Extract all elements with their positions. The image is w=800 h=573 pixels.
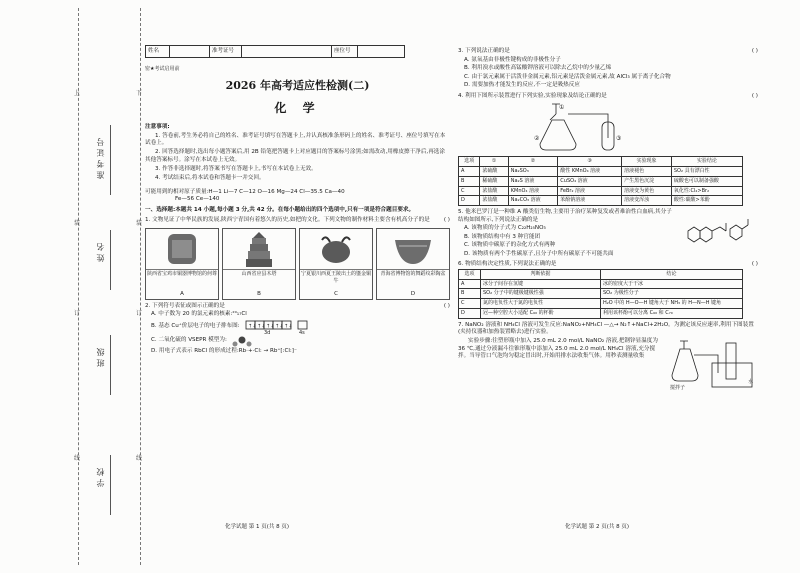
q6-table xyxy=(458,269,743,319)
q2-option-c-text: C. 二氧化硫的 VSEPR 模型为: xyxy=(151,337,227,344)
note-item: 2. 回答选择题时,选出每小题答案后,用 2B 铅笔把答题卡上对应题目的答案标号涂黑;如需改动,用橡皮擦干净后,再选涂其他答案标号。涂写在本试卷上无效。 xyxy=(145,149,445,163)
exam-id-label: 准考证号 xyxy=(96,135,105,179)
cell: 溶液变浑浊 xyxy=(622,196,672,206)
q4-table-header xyxy=(459,157,743,167)
question-1-text: 1. 文物见证了中华民族的发展,陕西宁青国有着悠久的历史,如把的文化。下列文物的制作材料主要含有机高分子的是 xyxy=(145,217,430,224)
cell: 酸性 KMnO₄ 溶液 xyxy=(558,167,622,177)
cell: SO₂ 分子中的键极键极性强 xyxy=(481,289,601,299)
q6-col: 结论 xyxy=(601,269,743,279)
question-3 xyxy=(458,48,758,56)
q1-option-b-caption: 山西省应县木塔 xyxy=(223,269,295,291)
label-2: ② xyxy=(534,135,540,143)
question-2 xyxy=(145,303,450,311)
cell: 苯酚钠溶液 xyxy=(558,196,622,206)
orbital-diagram xyxy=(244,320,314,334)
question-2-text: 2. 下列符号表征或图示正确的是 xyxy=(145,302,225,309)
svg-text:↑↓: ↑↓ xyxy=(256,323,265,330)
q1-option-d-caption: 青海省博物馆的舞蹈纹彩陶盆 xyxy=(377,269,449,291)
question-4 xyxy=(458,93,758,101)
question-3-text: 3. 下列说法正确的是 xyxy=(458,48,510,54)
q4-col: 实验现象 xyxy=(622,157,672,167)
question-7-steps: 实验步骤:往塑形瓶中加入 25.0 mL 2.0 mol/L NaNO₂ 溶液,把钢锌显温度为 36 ℃,通过分液漏斗往锥形瓶中添加入 25.0 mL 2.0 mol/L NH₄Cl 溶液,充分搅拌。当导管口气泡均匀稳定冒出时,开始用排水法收集气体。用秒表测量收集 xyxy=(458,338,658,360)
name-cell-label: 姓名 xyxy=(146,46,170,58)
secret-mark: 密★考试启用前 xyxy=(145,66,180,72)
class-fill-line[interactable] xyxy=(110,335,111,395)
table-row xyxy=(459,176,743,186)
answer-paren: ( ) xyxy=(751,92,758,99)
q1-option-b xyxy=(222,228,296,300)
note-item: 4. 考试结束后,将本试卷和答题卡一并交回。 xyxy=(155,175,265,182)
q2-option-b-text: B. 基态 Cu⁺价层电子的电子排布图: xyxy=(151,323,240,330)
question-1 xyxy=(145,217,450,225)
q5-option-d: D. 该物质有两个手性碳原子,且分子中所有碳原子不可能共面 xyxy=(464,250,614,257)
tamibarotene-structure xyxy=(678,209,758,251)
cell: SO₂ 具有漂白性 xyxy=(671,167,742,177)
binding-margin xyxy=(0,0,150,573)
name-label: 姓名 xyxy=(96,240,105,262)
cell: B xyxy=(459,176,480,186)
margin-mark-zhuang-2: 装 xyxy=(136,220,143,227)
vsepr-model xyxy=(231,335,253,347)
cell: 酸性:碳酸>苯酚 xyxy=(671,196,742,206)
page-1 xyxy=(145,45,450,355)
q4-col: 实验结论 xyxy=(671,157,742,167)
q1-option-c xyxy=(299,228,373,300)
table-row xyxy=(459,299,743,309)
cell: H₂O 中的 H—O—H 键角大于 NH₃ 的 H—N—H 键角 xyxy=(601,299,743,309)
q5-option-c: C. 该物质中碳原子的杂化方式有两种 xyxy=(464,242,556,249)
q1-option-a-label: A xyxy=(180,290,184,297)
subject-title: 化 学 xyxy=(274,100,321,115)
question-5-text: 5. 他米巴罗汀是一种维 A 酸类衍生物,主要用于治疗某种复发或者难治性白血病,其分子结构如图所示,下列说法正确的是 xyxy=(458,209,672,223)
cell: 溶液变为黄色 xyxy=(622,186,672,196)
painted-pottery-basin-image xyxy=(377,229,449,269)
cell: SO₂ 为极性分子 xyxy=(601,289,743,299)
cell: 稀硫酸 xyxy=(480,176,508,186)
cell: Na₂CO₃ 溶液 xyxy=(508,196,558,206)
cell: Na₂S 溶液 xyxy=(508,176,558,186)
note-item: 1. 答卷前,考生务必将自己的姓名、准考证号填写在答题卡上,并认真核准条形码上的姓名、准考证号、座位号填写在本试卷上。 xyxy=(145,132,446,147)
footer-page-2: 化学试题 第 2 页(共 8 页) xyxy=(565,524,630,530)
cell: 浓盐酸 xyxy=(480,196,508,206)
svg-text:↑↓: ↑↓ xyxy=(283,323,292,330)
label-1: ① xyxy=(559,104,565,112)
cell: 冰的密度大于干冰 xyxy=(601,279,743,289)
examid-cell-label: 准考证号 xyxy=(210,46,242,58)
table-row xyxy=(459,186,743,196)
atomic-masses-2: Fe—56 Ce—140 xyxy=(175,196,220,203)
gilt-bronze-ox-image xyxy=(300,229,372,269)
table-row xyxy=(459,289,743,299)
question-7-body xyxy=(458,337,758,393)
cell: 利用该杯酚可以分离 C₆₀ 和 C₇₀ xyxy=(601,308,743,318)
margin-mark-xian: 线 xyxy=(74,455,81,462)
examid-cell-input[interactable] xyxy=(242,46,332,58)
cell: 浓硫酸 xyxy=(480,167,508,177)
q4-col: ① xyxy=(480,157,508,167)
atomic-masses: 可能用到的相对原子质量:H—1 Li—7 C—12 O—16 Mg—24 Cl—35.5 Ca—40 xyxy=(145,188,345,195)
q6-col: 判断依据 xyxy=(481,269,601,279)
q6-table-header xyxy=(459,269,743,279)
cell: 冠—种空腔大小适配 C₆₀ 的杯酚 xyxy=(481,308,601,318)
question-4-text: 4. 利用下图所示装置进行下列实验,实验现象及结论正确的是 xyxy=(458,92,607,99)
q2-option-c xyxy=(151,335,450,347)
name-cell-input[interactable] xyxy=(170,46,210,58)
question-5 xyxy=(458,209,674,258)
question-6 xyxy=(458,261,758,269)
table-row xyxy=(459,196,743,206)
apparatus-diagram-4 xyxy=(458,100,758,156)
water-label: 水 xyxy=(748,378,754,385)
cell: A xyxy=(459,279,481,289)
cell: Na₂SO₃ xyxy=(508,167,558,177)
q4-table xyxy=(458,156,743,206)
orbital-4s-label: 4s xyxy=(298,329,305,334)
svg-text:↑↓: ↑↓ xyxy=(265,323,274,330)
q3-option-b: B. 利用溴水或酸性高锰酸钾溶液可以除去乙烷中的少量乙烯 xyxy=(464,65,612,72)
label-3: ③ xyxy=(616,135,622,143)
cell: FeBr₂ 溶液 xyxy=(558,186,622,196)
cell: 氧化性:Cl₂>Br₂ xyxy=(671,186,742,196)
question-6-text: 6. 物质结构决定性质,下列说法正确的是 xyxy=(458,261,557,268)
q3-option-d: D. 需要加热才能发生的反应,不一定是吸热反应 xyxy=(464,82,580,89)
page-2 xyxy=(458,48,758,393)
q4-col: ② xyxy=(508,157,558,167)
margin-mark-zhuang: 装 xyxy=(74,220,81,227)
cell: A xyxy=(459,167,480,177)
cell: B xyxy=(459,289,481,299)
cell: KMnO₄ 溶液 xyxy=(508,186,558,196)
margin-mark-xian-2: 线 xyxy=(136,455,143,462)
section-heading: 一、选择题:本题共 14 小题,每小题 3 分,共 42 分。在每小题给出的四个选项中,只有一项是符合题目要求。 xyxy=(145,206,415,213)
notes-heading: 注意事项: xyxy=(145,123,170,130)
q1-option-c-label: C xyxy=(334,290,338,297)
margin-mark-ding: 订 xyxy=(74,310,81,317)
cell: 氮的电负性大于氮的电负性 xyxy=(481,299,601,309)
cell: D xyxy=(459,308,481,318)
cell: 产生黑色沉淀 xyxy=(622,176,672,186)
seat-cell-label: 座位号 xyxy=(332,46,358,58)
table-row xyxy=(459,308,743,318)
note-item: 3. 作答非选择题时,将答案书写在答题卡上,书写在本试卷上无效。 xyxy=(155,166,317,173)
table-row xyxy=(459,279,743,289)
exam-id-fill-line[interactable] xyxy=(110,125,111,195)
cell: CuSO₄ 溶液 xyxy=(558,176,622,186)
q1-option-d-label: D xyxy=(410,290,416,297)
q4-col: ③ xyxy=(558,157,622,167)
cell: 溶液褪色 xyxy=(622,167,672,177)
answer-paren: ( ) xyxy=(751,261,758,268)
answer-paren: ( ) xyxy=(443,302,450,309)
class-label: 班级 xyxy=(96,345,105,367)
school-label: 学校 xyxy=(96,465,105,487)
orbital-3d-label: 3d xyxy=(263,329,270,334)
q3-option-a: A. 氨氧基由非极性键构成的非极性分子 xyxy=(464,56,561,63)
cell: 浓盐酸 xyxy=(480,186,508,196)
table-row xyxy=(459,167,743,177)
cell: C xyxy=(459,186,480,196)
answer-paren: ( ) xyxy=(443,217,450,224)
cell: C xyxy=(459,299,481,309)
question-7: 7. NaNO₂ 溶液和 NH₄Cl 溶液可发生反应:NaNO₂+NH₄Cl —△→ N₂↑+NaCl+2H₂O。为测定该反应速率,利用下图装置(夹持仪器和加热装置略去)进行实验。 xyxy=(458,321,754,336)
q1-image-row xyxy=(145,228,450,300)
q5-option-a: A. 该物质的分子式为 C₂₂H₂₅NO₃ xyxy=(464,225,546,232)
seat-cell-input[interactable] xyxy=(358,46,405,58)
candidate-info-table xyxy=(145,45,405,58)
q1-option-c-caption: 宁夏银川西夏王陵出土的鎏金铜牛 xyxy=(300,269,372,291)
q6-col: 选项 xyxy=(459,269,481,279)
q1-option-a xyxy=(145,228,219,300)
q4-col: 选项 xyxy=(459,157,480,167)
wooden-pagoda-image xyxy=(223,229,295,269)
margin-mark-shang: 上 xyxy=(74,90,81,97)
svg-text:↑↓: ↑↓ xyxy=(247,323,256,330)
q1-option-b-label: B xyxy=(257,290,261,297)
q2-option-a: A. 中子数为 20 的氯元素的核素:²⁰₁₇Cl xyxy=(151,311,247,318)
gas-collection-apparatus xyxy=(668,337,758,393)
q2-option-b xyxy=(151,320,450,334)
name-fill-line[interactable] xyxy=(110,230,111,290)
cell: 硫酸也可以制备强酸 xyxy=(671,176,742,186)
stir-bar-label: 搅拌子 xyxy=(670,384,686,391)
svg-text:↑↓: ↑↓ xyxy=(274,323,283,330)
bronze-vessel-image xyxy=(146,229,218,269)
footer-page-1: 化学试题 第 1 页(共 8 页) xyxy=(225,524,290,530)
exam-title: 2026 年高考适应性检测(二) xyxy=(225,78,370,92)
q1-option-a-caption: 陕西省宝鸡市铜器博物馆的何尊 xyxy=(146,269,218,291)
margin-mark-xia: 下 xyxy=(136,90,143,97)
margin-mark-ding-2: 订 xyxy=(136,310,143,317)
cell: 冰分子间存在氢键 xyxy=(481,279,601,289)
q1-option-d xyxy=(376,228,450,300)
school-fill-line[interactable] xyxy=(110,455,111,515)
q5-option-b: B. 该物质结构中有 3 种官能团 xyxy=(464,233,541,240)
q3-option-c: C. 由于氯元素属于活泼非金属元素,铝元素是活泼金属元素,故 AlCl₃ 属于离子化合物 xyxy=(464,73,671,80)
question-5-block xyxy=(458,209,758,258)
cell: D xyxy=(459,196,480,206)
answer-paren: ( ) xyxy=(751,48,758,54)
q2-option-d: D. 用电子式表示 RbCl 的形成过程:Rb·+·Cl: → Rb⁺[:Cl:]⁻ xyxy=(151,347,297,354)
